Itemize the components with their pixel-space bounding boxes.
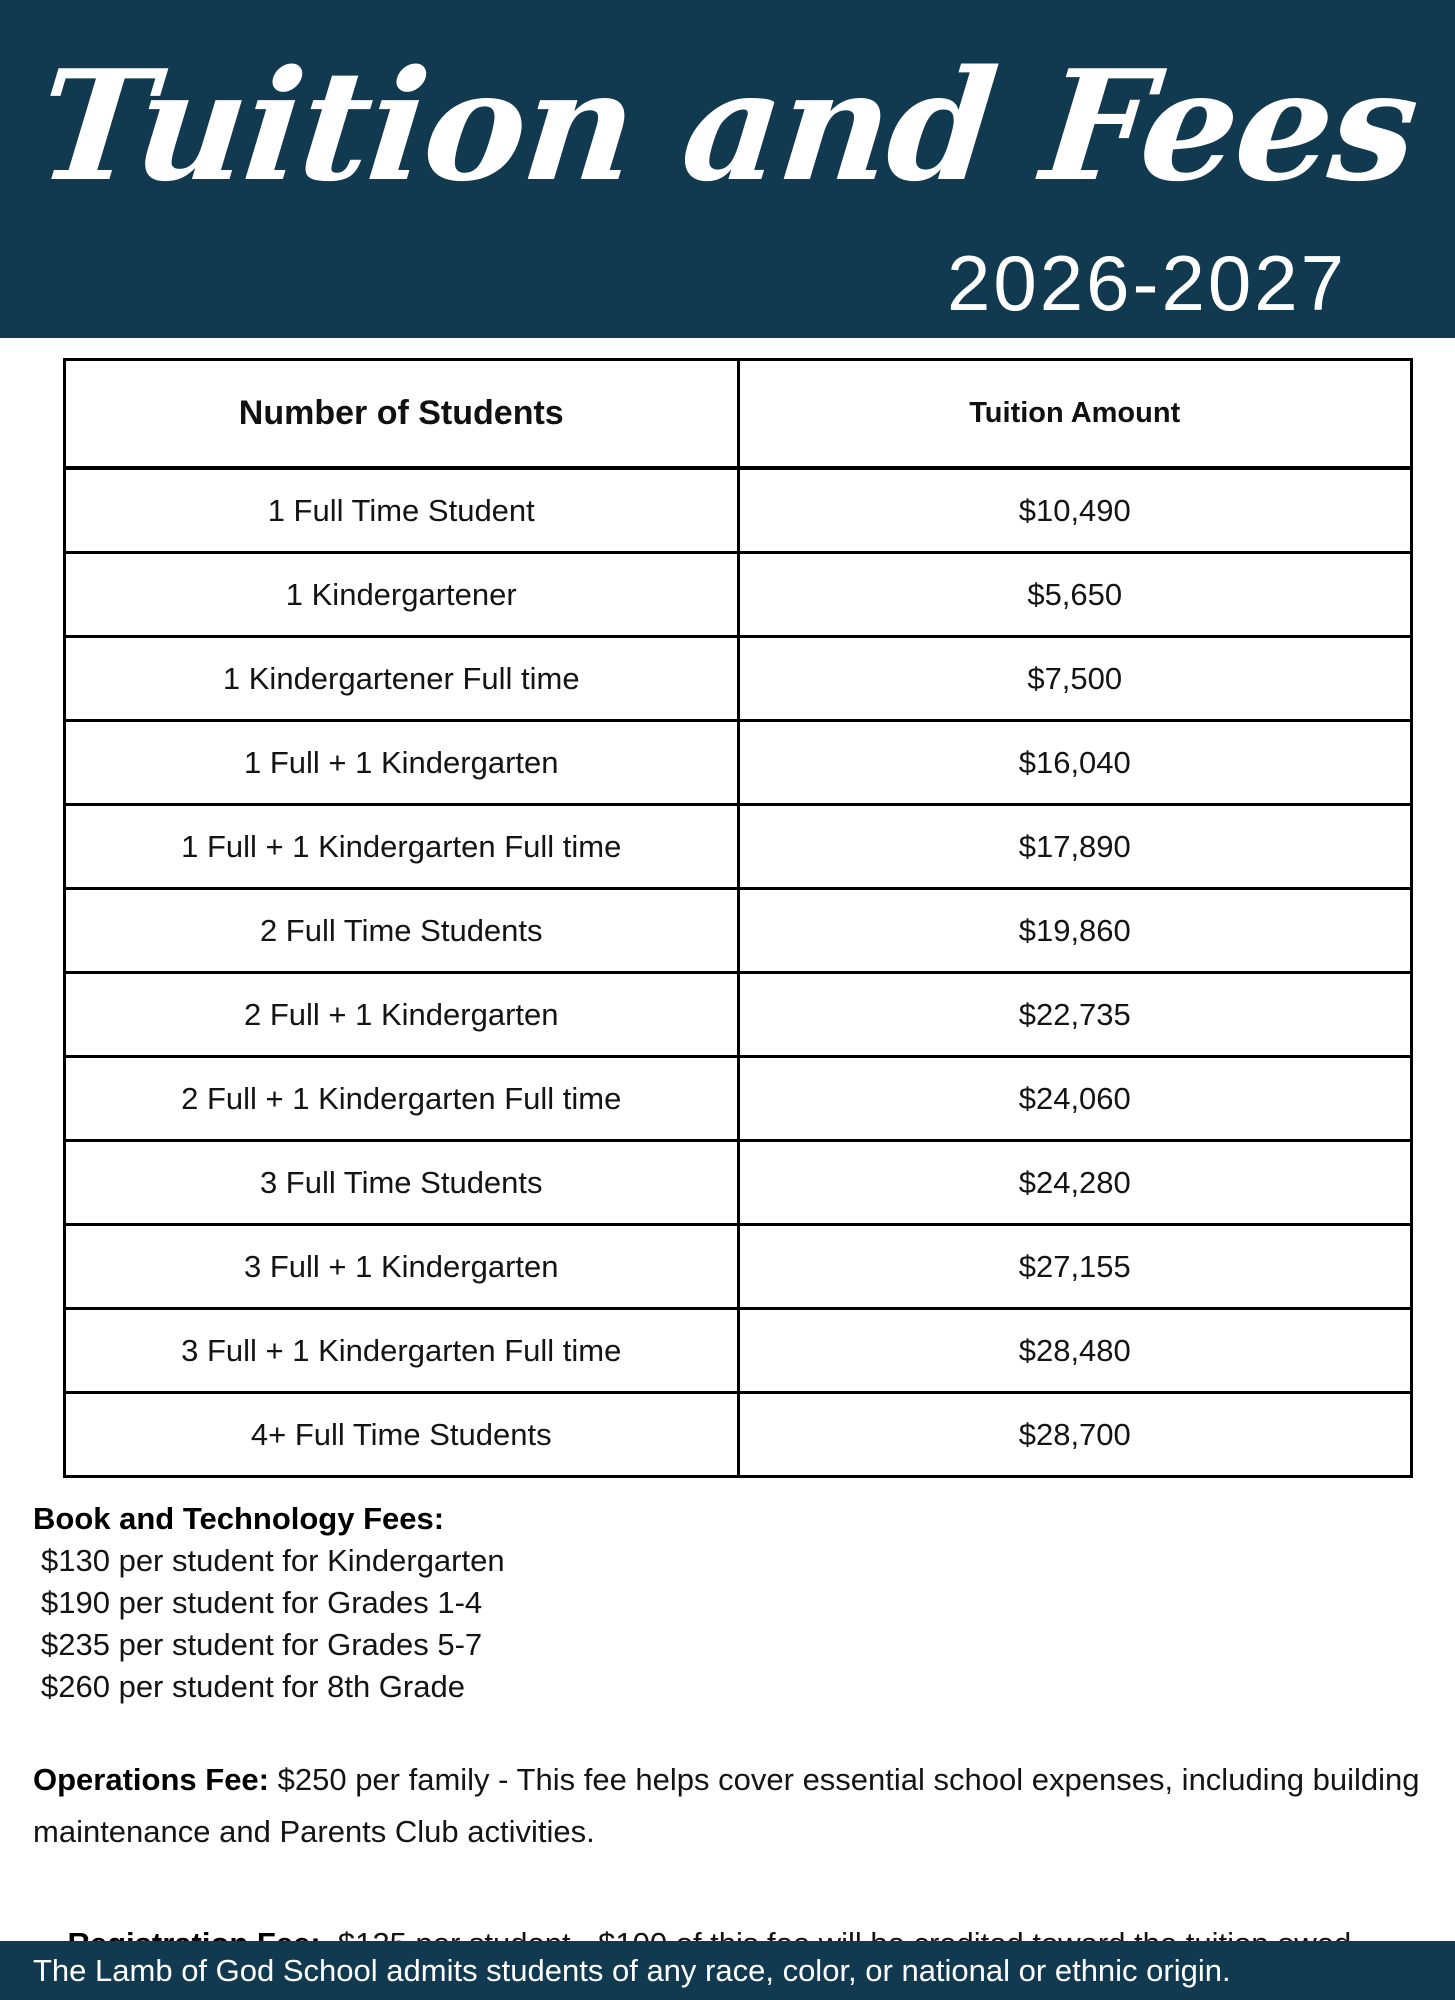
students-cell: 3 Full Time Students [65, 1141, 739, 1225]
students-cell: 1 Kindergartener [65, 553, 739, 637]
table-row [65, 805, 1412, 889]
students-cell: 4+ Full Time Students [65, 1393, 739, 1477]
students-cell: 1 Full Time Student [65, 468, 739, 553]
students-cell: 1 Full + 1 Kindergarten [65, 721, 739, 805]
header-band [0, 0, 1455, 338]
amount-cell: $28,700 [738, 1393, 1412, 1477]
operations-fee-paragraph [33, 1754, 1428, 1858]
book-fee-item: $130 per student for Kindergarten [41, 1543, 505, 1578]
operations-fee-label: Operations Fee: [33, 1762, 269, 1797]
book-fee-item: $260 per student for 8th Grade [41, 1669, 465, 1704]
book-and-technology-fees-block [33, 1498, 505, 1708]
amount-cell: $10,490 [738, 468, 1412, 553]
column-header-number-of-students: Number of Students [65, 360, 739, 469]
students-cell: 1 Kindergartener Full time [65, 637, 739, 721]
amount-cell: $5,650 [738, 553, 1412, 637]
amount-cell: $24,060 [738, 1057, 1412, 1141]
table-row [65, 721, 1412, 805]
table-row [65, 1057, 1412, 1141]
amount-cell: $19,860 [738, 889, 1412, 973]
amount-cell: $17,890 [738, 805, 1412, 889]
school-year-label: 2026-2027 [946, 239, 1347, 327]
page-title: Tuition and Fees [30, 36, 1425, 215]
amount-cell: $24,280 [738, 1141, 1412, 1225]
tuition-table [63, 358, 1413, 1478]
amount-cell: $7,500 [738, 637, 1412, 721]
students-cell: 3 Full + 1 Kindergarten Full time [65, 1309, 739, 1393]
students-cell: 1 Full + 1 Kindergarten Full time [65, 805, 739, 889]
table-row [65, 889, 1412, 973]
book-fee-item: $190 per student for Grades 1-4 [41, 1585, 483, 1620]
table-row [65, 468, 1412, 553]
nondiscrimination-statement: The Lamb of God School admits students of any race, color, or national or ethnic origin. [33, 1952, 1231, 1988]
students-cell: 3 Full + 1 Kindergarten [65, 1225, 739, 1309]
amount-cell: $16,040 [738, 721, 1412, 805]
table-row [65, 973, 1412, 1057]
book-fee-item: $235 per student for Grades 5-7 [41, 1627, 483, 1662]
amount-cell: $27,155 [738, 1225, 1412, 1309]
amount-cell: $28,480 [738, 1309, 1412, 1393]
operations-fee-text: $250 per family - This fee helps cover essential school expenses, including building maintenance and Parents Club activities. [33, 1762, 1420, 1849]
tuition-table-body [65, 468, 1412, 1477]
table-row [65, 553, 1412, 637]
book-fees-heading: Book and Technology Fees: [33, 1501, 445, 1536]
table-row [65, 1141, 1412, 1225]
table-row [65, 637, 1412, 721]
column-header-tuition-amount: Tuition Amount [738, 360, 1412, 469]
students-cell: 2 Full + 1 Kindergarten Full time [65, 1057, 739, 1141]
students-cell: 2 Full + 1 Kindergarten [65, 973, 739, 1057]
table-row [65, 1393, 1412, 1477]
footer-band [0, 1941, 1455, 2000]
table-row [65, 1225, 1412, 1309]
tuition-table-header [65, 360, 1412, 469]
amount-cell: $22,735 [738, 973, 1412, 1057]
table-header-row [65, 360, 1412, 469]
table-row [65, 1309, 1412, 1393]
students-cell: 2 Full Time Students [65, 889, 739, 973]
